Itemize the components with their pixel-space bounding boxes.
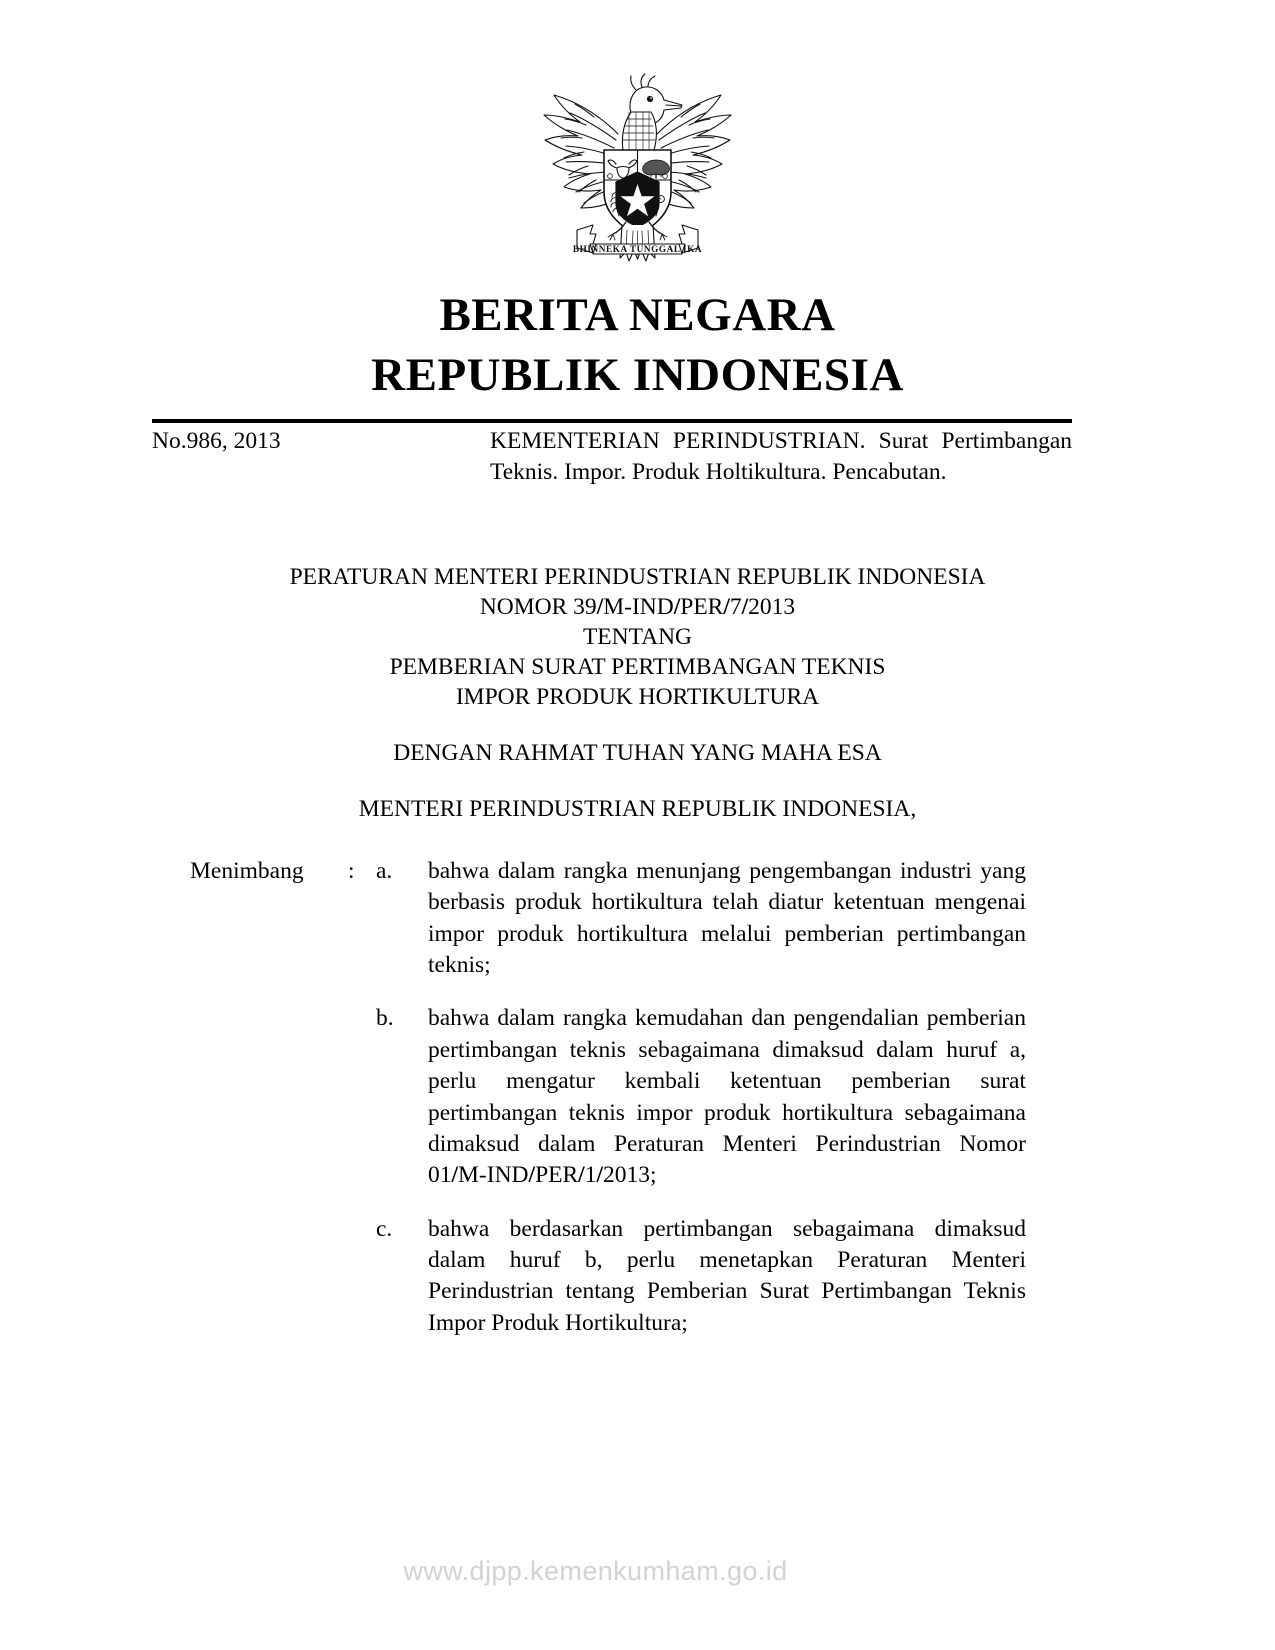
considering-item-b xyxy=(0,1003,1275,1191)
considering-colon: : xyxy=(348,858,355,884)
masthead-line-2: REPUBLIK INDONESIA xyxy=(371,349,904,402)
slash-glyph: / xyxy=(578,1162,585,1189)
regulation-title-line: PERATURAN MENTERI PERINDUSTRIAN REPUBLIK INDONESIA xyxy=(289,564,986,590)
slash-glyph: / xyxy=(673,594,681,621)
masthead-line-1: BERITA NEGARA xyxy=(439,289,836,341)
emblem-container xyxy=(0,62,1275,279)
regulation-number-seg-1: M-IND xyxy=(603,594,674,621)
slash-glyph: / xyxy=(723,594,730,621)
gazette-meta xyxy=(152,426,1072,487)
slash-glyph: / xyxy=(528,1162,536,1189)
considering-item-letter: a. xyxy=(376,858,393,884)
gazette-subject: KEMENTERIAN PERINDUSTRIAN. Surat Pertimbangan Teknis. Impor. Produk Holtikultura. Pencabutan. xyxy=(490,428,1072,485)
slash-glyph: / xyxy=(596,1162,603,1189)
regulation-title-block xyxy=(0,562,1275,825)
slash-glyph: / xyxy=(596,594,604,621)
considering-item-text: bahwa berdasarkan pertimbangan sebagaimana dimaksud dalam huruf b, perlu menetapkan Peraturan Menteri Perindustrian tentang Pemberian Surat Pertimbangan Teknis Impor Produk Hortikultura; xyxy=(428,1215,1026,1336)
header-divider-rule xyxy=(152,419,1072,423)
gazette-number: No.986, 2013 xyxy=(152,428,281,454)
slash-glyph: / xyxy=(741,594,749,621)
regulation-number-line xyxy=(0,592,1275,622)
regulation-number-seg-2: PER xyxy=(680,594,724,621)
considering-item-c xyxy=(0,1214,1275,1339)
authority-line: MENTERI PERINDUSTRIAN REPUBLIK INDONESIA, xyxy=(358,796,917,823)
considering-label: Menimbang xyxy=(190,858,304,884)
considering-item-letter: b. xyxy=(376,1005,394,1032)
ref-number-seg-2: PER xyxy=(535,1162,579,1189)
garuda-pancasila-emblem xyxy=(530,62,745,274)
considering-item-letter: c. xyxy=(376,1215,393,1242)
masthead xyxy=(0,285,1275,405)
regulation-number-prefix: NOMOR 39 xyxy=(479,594,597,621)
regulation-number-seg-4: 2013 xyxy=(748,594,796,621)
svg-text:BHINNEKA TUNGGAL IKA: BHINNEKA TUNGGAL IKA xyxy=(572,244,703,254)
regulation-tentang-label: TENTANG xyxy=(582,624,693,651)
footer-watermark-url: www.djpp.kemenkumham.go.id xyxy=(403,1556,788,1586)
considering-item-text-body: bahwa dalam rangka kemudahan dan pengendalian pemberian pertimbangan teknis sebagaimana dimaksud dalam huruf a, perlu mengatur kembali ketentuan pemberian surat pertimbangan teknis impor produk hortikultura sebagaimana dimaksud dalam Peraturan Menteri Perindustrian Nomor 01 xyxy=(428,1005,1026,1189)
regulation-subject-line-1: PEMBERIAN SURAT PERTIMBANGAN TEKNIS xyxy=(389,654,886,681)
regulation-number-seg-3: 7 xyxy=(729,594,742,621)
regulation-subject-line-2: IMPOR PRODUK HORTIKULTURA xyxy=(455,684,820,711)
ref-number-seg-3: 1 xyxy=(584,1162,597,1189)
considering-section xyxy=(0,856,1275,1339)
ref-number-seg-1: M-IND xyxy=(458,1162,529,1189)
slash-glyph: / xyxy=(451,1162,459,1189)
ref-number-seg-4: 2013; xyxy=(602,1162,657,1189)
considering-item-a xyxy=(0,856,1275,981)
invocation-line: DENGAN RAHMAT TUHAN YANG MAHA ESA xyxy=(393,740,882,767)
considering-item-text xyxy=(428,1003,1026,1191)
considering-item-text: bahwa dalam rangka menunjang pengembangan industri yang berbasis produk hortikultura telah diatur ketentuan mengenai impor produk hortikultura melalui pemberian pertimbangan teknis; xyxy=(428,858,1026,979)
